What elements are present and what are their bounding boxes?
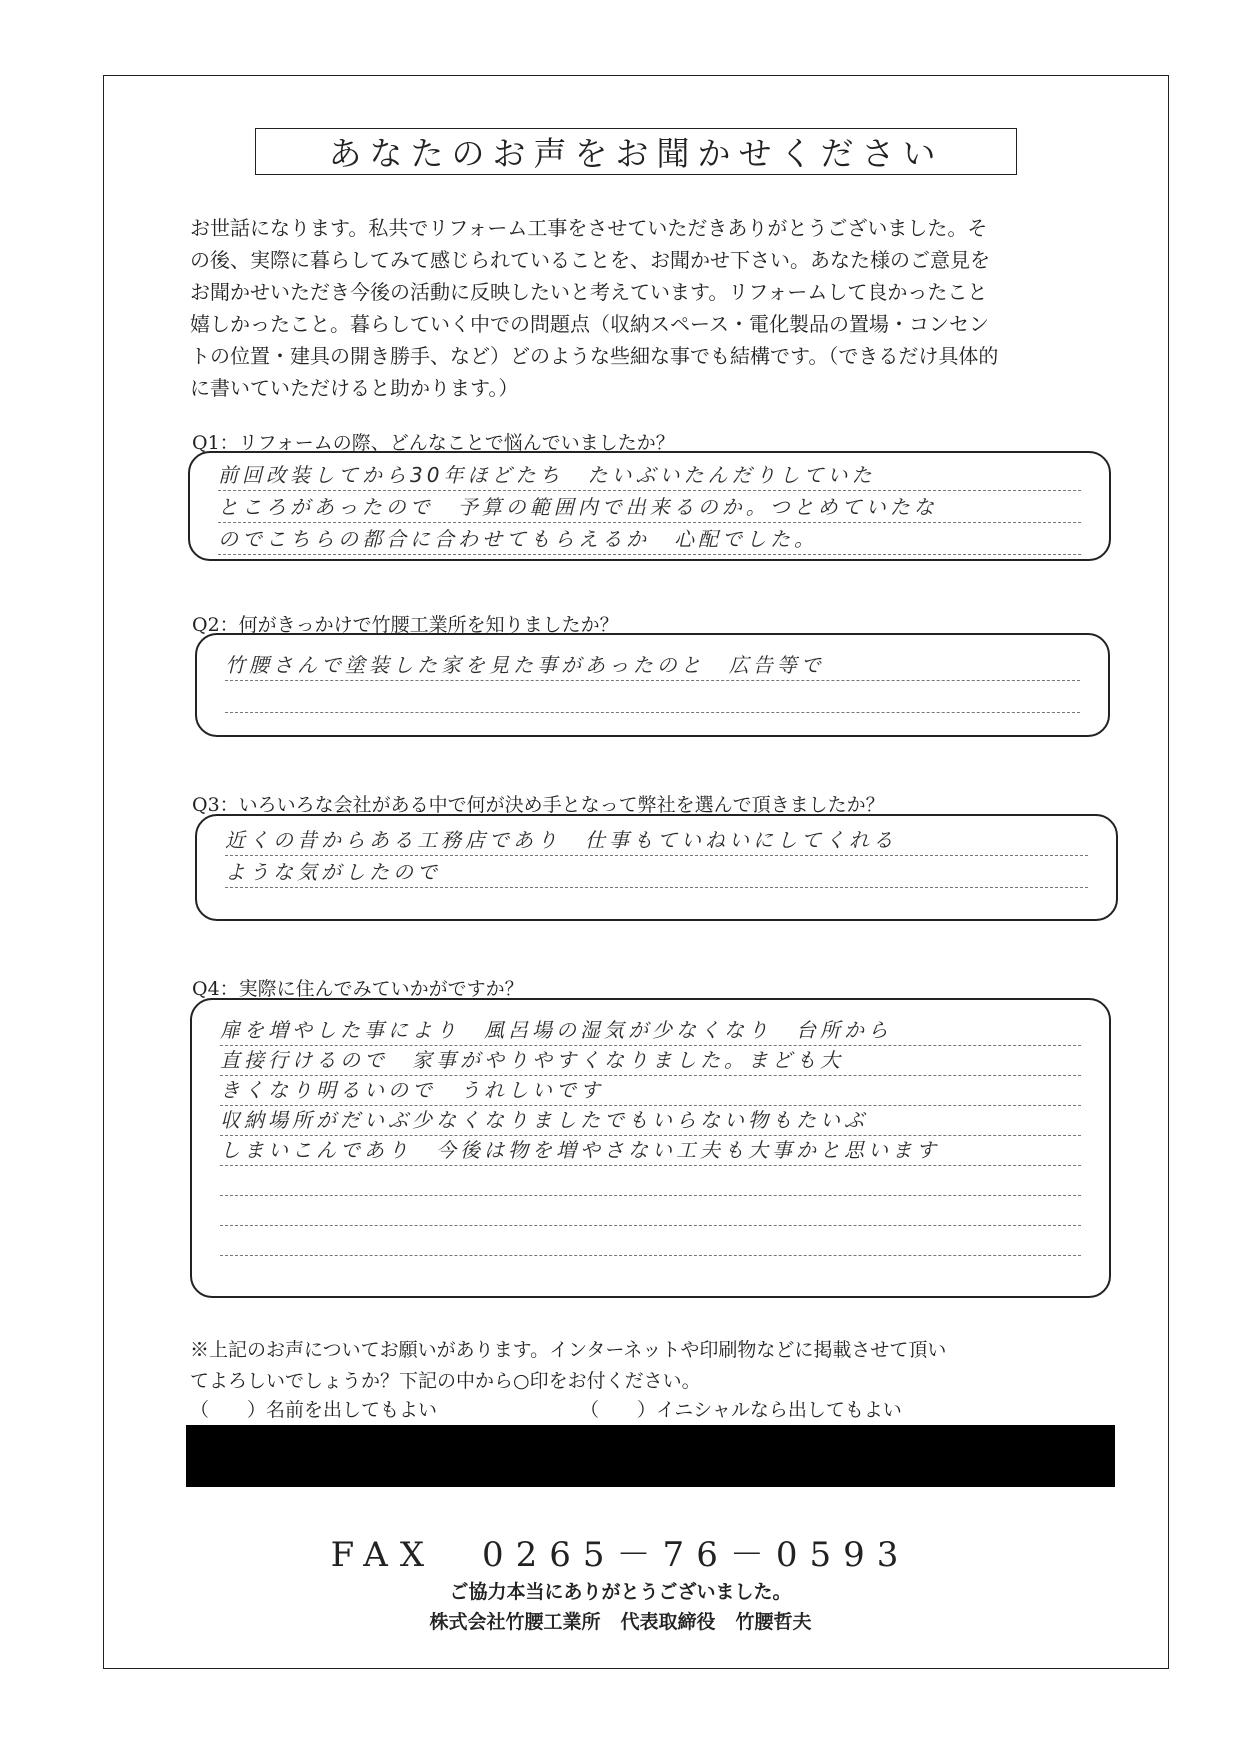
q1-answer-line: のでこちらの都合に合わせてもらえるか 心配でした。 bbox=[218, 525, 1081, 555]
company-person: 竹腰哲夫 bbox=[735, 1611, 812, 1633]
notice-line: ※上記のお声についてお願いがあります。インターネットや印刷物などに掲載させて頂い bbox=[190, 1339, 947, 1361]
intro-line: 嬉しかったこと。暮らしていく中での問題点（収納スペース・電化製品の置場・コンセン bbox=[190, 312, 989, 336]
q1-question: Q1：リフォームの際、どんなことで悩んでいましたか？ bbox=[192, 432, 675, 454]
q3-answer-line: ような気がしたので bbox=[225, 858, 1088, 888]
q2-answer-line bbox=[225, 683, 1080, 713]
q3-answer-box[interactable] bbox=[195, 814, 1118, 921]
intro-paragraph bbox=[190, 212, 1120, 404]
q4-answer-line bbox=[220, 1166, 1081, 1196]
intro-line: お世話になります。私共でリフォーム工事をさせていただきありがとうございました。そ bbox=[190, 216, 988, 240]
redaction-bar bbox=[186, 1425, 1115, 1487]
intro-line: トの位置・建具の開き勝手、など）どのような些細な事でも結構です。（できるだけ具体的 bbox=[190, 344, 999, 368]
intro-line: お聞かせいただき今後の活動に反映したいと考えています。リフォームして良かったこと bbox=[190, 280, 988, 304]
company-signature bbox=[0, 1607, 1241, 1634]
q4-question: Q4：実際に住んでみていかがですか？ bbox=[192, 978, 524, 1000]
option-initial-ok[interactable]: （ ）イニシャルなら出してもよい bbox=[580, 1399, 902, 1421]
q1-answer-box[interactable] bbox=[188, 451, 1111, 561]
q4-answer-line: 直接行けるので 家事がやりやすくなりました。まども大 bbox=[220, 1046, 1081, 1076]
intro-line: に書いていただけると助かります。） bbox=[190, 376, 519, 400]
q2-answer-line: 竹腰さんで塗装した家を見た事があったのと 広告等で bbox=[225, 651, 1080, 681]
fax-number: FAX 0265－76－0593 bbox=[330, 1535, 911, 1575]
q3-question: Q3：いろいろな会社がある中で何が決め手となって弊社を選んで頂きましたか？ bbox=[192, 794, 885, 816]
q4-answer-line: 収納場所がだいぶ少なくなりましたでもいらない物もたいぶ bbox=[220, 1106, 1081, 1136]
q4-answer-line bbox=[220, 1196, 1081, 1226]
q4-answer-line: 扉を増やした事により 風呂場の湿気が少なくなり 台所から bbox=[220, 1016, 1081, 1046]
q1-answer-line: ところがあったので 予算の範囲内で出来るのか。つとめていたな bbox=[218, 493, 1081, 523]
q1-answer-line: 前回改装してから30年ほどたち たいぶいたんだりしていた bbox=[218, 461, 1081, 491]
form-title-box bbox=[255, 128, 1017, 175]
q4-answer-box[interactable] bbox=[190, 998, 1111, 1298]
q3-answer-line: 近くの昔からある工務店であり 仕事もていねいにしてくれる bbox=[225, 826, 1088, 856]
company-role: 代表取締役 bbox=[620, 1611, 716, 1633]
q4-answer-line: しまいこんであり 今後は物を増やさない工夫も大事かと思います bbox=[220, 1136, 1081, 1166]
option-name-ok[interactable]: （ ）名前を出してもよい bbox=[190, 1399, 438, 1421]
q4-answer-line: きくなり明るいので うれしいです bbox=[220, 1076, 1081, 1106]
company-name: 株式会社竹腰工業所 bbox=[429, 1611, 601, 1633]
publication-notice bbox=[190, 1335, 1120, 1397]
form-title: あなたのお声をお聞かせください bbox=[328, 134, 944, 173]
q2-answer-box[interactable] bbox=[195, 633, 1110, 737]
notice-line: てよろしいでしょうか？下記の中から○印をお付ください。 bbox=[190, 1370, 701, 1392]
intro-line: の後、実際に暮らしてみて感じられていることを、お聞かせ下さい。あなた様のご意見を bbox=[190, 248, 990, 272]
thanks-message: ご協力本当にありがとうございました。 bbox=[449, 1581, 792, 1603]
q4-answer-line bbox=[220, 1226, 1081, 1256]
q2-question: Q2：何がきっかけで竹腰工業所を知りましたか？ bbox=[192, 614, 619, 636]
